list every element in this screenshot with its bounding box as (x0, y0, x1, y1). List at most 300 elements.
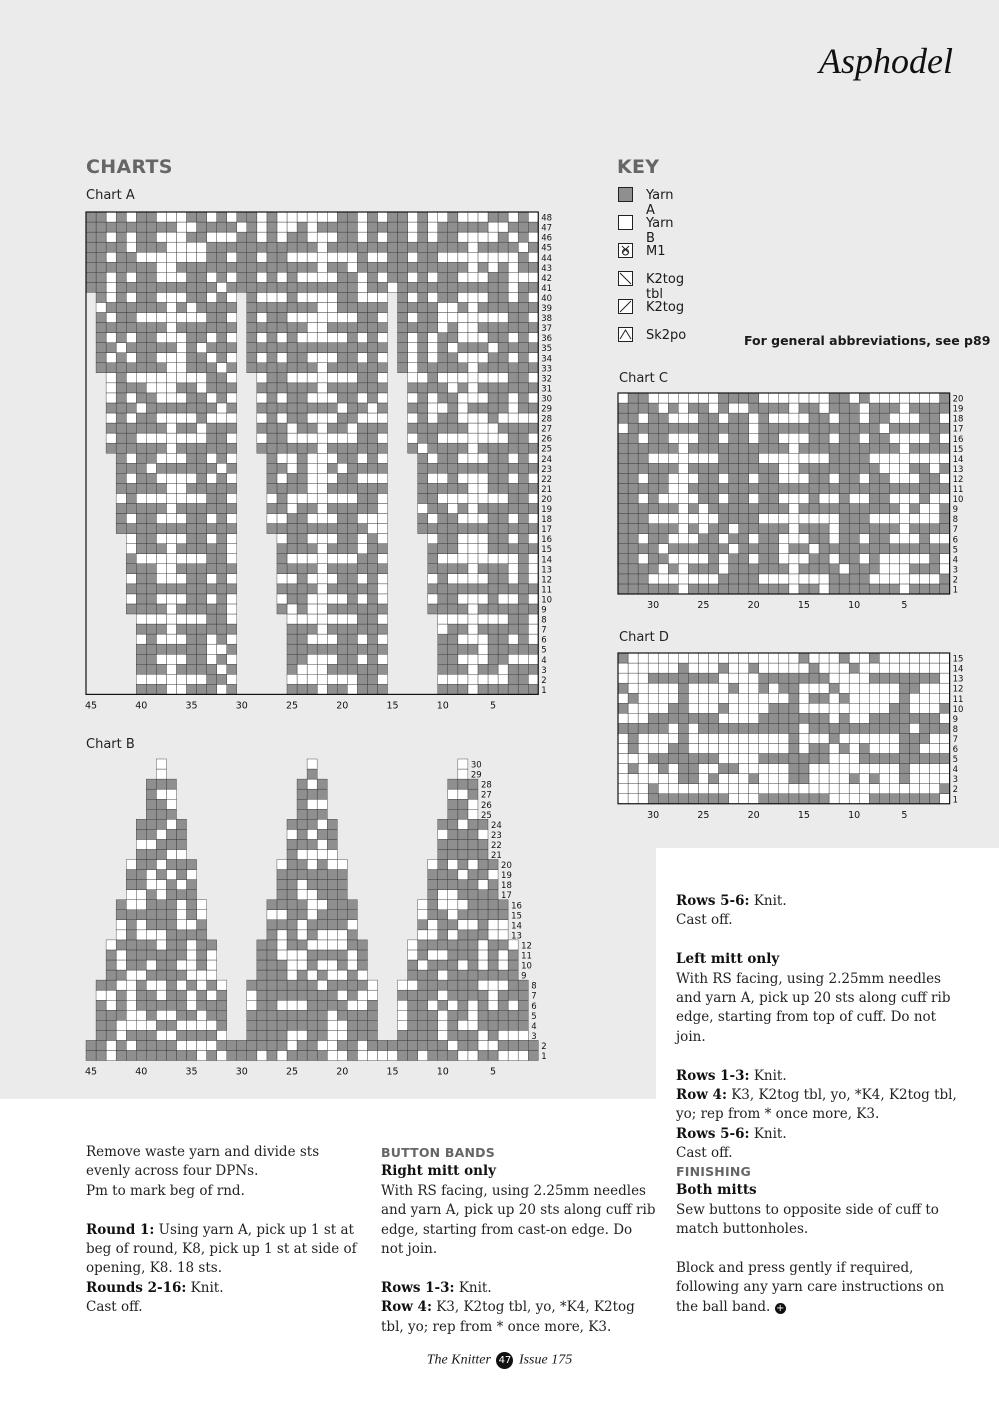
stitch-cell (116, 950, 126, 960)
stitch-cell (156, 769, 166, 779)
stitch-cell (438, 282, 448, 292)
page-title: Asphodel (819, 41, 953, 81)
column-tick-label: 45 (84, 700, 98, 712)
stitch-cell (277, 960, 287, 970)
stitch-cell (227, 433, 237, 443)
stitch-cell (307, 870, 317, 880)
right-mitt-subheading: Right mitt only (381, 1163, 496, 1180)
stitch-cell (488, 880, 498, 890)
stitch-cell (729, 693, 739, 703)
stitch-cell (749, 713, 759, 723)
stitch-cell (678, 713, 688, 723)
stitch-cell (297, 940, 307, 950)
stitch-cell (638, 574, 648, 584)
row-number-label: 13 (952, 674, 964, 685)
stitch-cell (126, 990, 136, 1000)
stitch-cell (116, 232, 126, 242)
stitch-cell (438, 272, 448, 282)
stitch-cell (146, 910, 156, 920)
stitch-cell (789, 554, 799, 564)
stitch-cell (518, 584, 528, 594)
stitch-cell (478, 323, 488, 333)
stitch-cell (297, 980, 307, 990)
stitch-cell (367, 443, 377, 453)
stitch-cell (899, 703, 909, 713)
stitch-cell (889, 574, 899, 584)
stitch-cell (357, 423, 367, 433)
stitch-cell (799, 514, 809, 524)
stitch-cell (337, 343, 347, 353)
stitch-cell (618, 754, 628, 764)
stitch-cell (217, 564, 227, 574)
stitch-cell (749, 794, 759, 804)
stitch-cell (438, 493, 448, 503)
stitch-cell (829, 774, 839, 784)
stitch-cell (317, 574, 327, 584)
stitch-cell (136, 463, 146, 473)
stitch-cell (237, 262, 247, 272)
stitch-cell (889, 784, 899, 794)
stitch-cell (418, 1030, 428, 1040)
stitch-cell (678, 683, 688, 693)
stitch-cell (779, 453, 789, 463)
stitch-cell (277, 564, 287, 574)
stitch-cell (197, 950, 207, 960)
stitch-cell (889, 723, 899, 733)
stitch-cell (468, 282, 478, 292)
stitch-cell (739, 584, 749, 594)
stitch-cell (317, 940, 327, 950)
row-number-label: 30 (470, 760, 482, 771)
stitch-cell (327, 272, 337, 282)
stitch-cell (197, 614, 207, 624)
stitch-cell (408, 242, 418, 252)
stitch-cell (307, 292, 317, 302)
stitch-cell (217, 302, 227, 312)
stitch-cell (678, 494, 688, 504)
stitch-cell (227, 574, 237, 584)
stitch-cell (458, 252, 468, 262)
stitch-cell (688, 433, 698, 443)
stitch-cell (438, 232, 448, 242)
stitch-cell (377, 473, 387, 483)
stitch-cell (257, 242, 267, 252)
stitch-cell (307, 393, 317, 403)
stitch-cell (889, 443, 899, 453)
stitch-cell (307, 302, 317, 312)
stitch-cell (759, 733, 769, 743)
stitch-cell (498, 574, 508, 584)
stitch-cell (789, 683, 799, 693)
stitch-cell (438, 554, 448, 564)
column-tick-label: 25 (697, 809, 710, 821)
stitch-cell (438, 443, 448, 453)
stitch-cell (146, 684, 156, 694)
stitch-cell (287, 1040, 297, 1050)
stitch-cell (257, 413, 267, 423)
stitch-cell (448, 1040, 458, 1050)
stitch-cell (146, 463, 156, 473)
stitch-cell (478, 353, 488, 363)
stitch-cell (729, 494, 739, 504)
stitch-cell (287, 393, 297, 403)
stitch-cell (207, 443, 217, 453)
stitch-cell (468, 463, 478, 473)
row-number-label: 21 (491, 851, 502, 861)
stitch-cell (327, 900, 337, 910)
stitch-cell (357, 473, 367, 483)
stitch-cell (156, 829, 166, 839)
stitch-cell (809, 534, 819, 544)
stitch-cell (668, 703, 678, 713)
stitch-cell (889, 413, 899, 423)
stitch-cell (347, 282, 357, 292)
stitch-cell (468, 383, 478, 393)
stitch-cell (678, 774, 688, 784)
stitch-cell (317, 900, 327, 910)
stitch-cell (920, 584, 930, 594)
stitch-cell (217, 272, 227, 282)
stitch-cell (829, 473, 839, 483)
stitch-cell (648, 554, 658, 564)
stitch-cell (307, 769, 317, 779)
stitch-cell (488, 232, 498, 242)
stitch-cell (297, 890, 307, 900)
stitch-cell (448, 950, 458, 960)
stitch-cell (518, 1040, 528, 1050)
stitch-cell (518, 212, 528, 222)
stitch-cell (508, 242, 518, 252)
stitch-cell (879, 653, 889, 663)
stitch-cell (809, 554, 819, 564)
stitch-cell (448, 614, 458, 624)
stitch-cell (759, 524, 769, 534)
stitch-cell (458, 900, 468, 910)
stitch-cell (187, 433, 197, 443)
stitch-cell (287, 910, 297, 920)
stitch-cell (156, 960, 166, 970)
stitch-cell (287, 990, 297, 1000)
stitch-cell (327, 584, 337, 594)
body-text: Cast off. (676, 1145, 733, 1162)
stitch-cell (468, 302, 478, 312)
stitch-cell (789, 403, 799, 413)
stitch-cell (297, 292, 307, 302)
stitch-cell (357, 684, 367, 694)
stitch-cell (719, 463, 729, 473)
stitch-cell (438, 594, 448, 604)
stitch-cell (277, 503, 287, 513)
stitch-cell (418, 313, 428, 323)
stitch-cell (458, 483, 468, 493)
stitch-cell (428, 1050, 438, 1060)
stitch-cell (307, 584, 317, 594)
stitch-cell (448, 413, 458, 423)
stitch-cell (789, 473, 799, 483)
stitch-cell (317, 849, 327, 859)
stitch-cell (849, 743, 859, 753)
stitch-cell (347, 614, 357, 624)
stitch-cell (488, 860, 498, 870)
stitch-cell (658, 693, 668, 703)
stitch-cell (267, 373, 277, 383)
stitch-cell (930, 554, 940, 564)
stitch-cell (819, 403, 829, 413)
stitch-cell (829, 703, 839, 713)
stitch-cell (518, 604, 528, 614)
stitch-cell (789, 774, 799, 784)
rows-5-6-instruction (676, 892, 958, 911)
stitch-cell (448, 554, 458, 564)
stitch-cell (528, 443, 538, 453)
stitch-cell (518, 614, 528, 624)
stitch-cell (478, 970, 488, 980)
stitch-cell (809, 403, 819, 413)
stitch-cell (337, 664, 347, 674)
stitch-cell (528, 463, 538, 473)
stitch-cell (769, 784, 779, 794)
stitch-cell (207, 624, 217, 634)
stitch-cell (628, 433, 638, 443)
stitch-cell (297, 483, 307, 493)
stitch-cell (729, 673, 739, 683)
stitch-cell (688, 794, 698, 804)
stitch-cell (729, 733, 739, 743)
stitch-cell (267, 292, 277, 302)
stitch-cell (438, 574, 448, 584)
stitch-cell (197, 674, 207, 684)
row-number-label: 15 (541, 545, 553, 556)
stitch-cell (448, 634, 458, 644)
stitch-cell (428, 473, 438, 483)
stitch-cell (418, 990, 428, 1000)
chart-d-label: Chart D (619, 630, 669, 645)
stitch-cell (618, 433, 628, 443)
stitch-cell (849, 534, 859, 544)
stitch-cell (377, 614, 387, 624)
stitch-cell (940, 784, 950, 794)
stitch-cell (267, 930, 277, 940)
stitch-cell (618, 403, 628, 413)
stitch-cell (227, 443, 237, 453)
stitch-cell (176, 493, 186, 503)
stitch-cell (458, 1010, 468, 1020)
stitch-cell (337, 960, 347, 970)
stitch-cell (869, 683, 879, 693)
stitch-cell (126, 524, 136, 534)
stitch-cell (819, 514, 829, 524)
stitch-cell (488, 1020, 498, 1030)
stitch-cell (859, 584, 869, 594)
stitch-cell (388, 212, 398, 222)
stitch-cell (899, 494, 909, 504)
stitch-cell (889, 703, 899, 713)
stitch-cell (839, 483, 849, 493)
stitch-cell (478, 664, 488, 674)
stitch-cell (869, 413, 879, 423)
stitch-cell (458, 890, 468, 900)
stitch-cell (277, 1040, 287, 1050)
row-number-label: 3 (541, 665, 547, 676)
stitch-cell (458, 839, 468, 849)
stitch-cell (287, 473, 297, 483)
stitch-cell (327, 453, 337, 463)
stitch-cell (156, 819, 166, 829)
stitch-cell (126, 323, 136, 333)
stitch-cell (347, 212, 357, 222)
stitch-cell (829, 764, 839, 774)
instruction-text: Knit. (749, 893, 787, 909)
stitch-cell (698, 713, 708, 723)
stitch-cell (116, 1030, 126, 1040)
stitch-cell (920, 453, 930, 463)
stitch-cell (879, 683, 889, 693)
stitch-cell (458, 1020, 468, 1030)
stitch-cell (458, 313, 468, 323)
stitch-cell (307, 564, 317, 574)
stitch-cell (187, 493, 197, 503)
stitch-cell (307, 453, 317, 463)
stitch-cell (909, 423, 919, 433)
stitch-cell (418, 413, 428, 423)
row-number-label: 34 (541, 354, 553, 365)
stitch-cell (187, 343, 197, 353)
stitch-cell (789, 574, 799, 584)
stitch-cell (869, 524, 879, 534)
stitch-cell (418, 262, 428, 272)
stitch-cell (488, 343, 498, 353)
stitch-cell (688, 673, 698, 683)
row-4-instruction (676, 1086, 958, 1125)
stitch-cell (247, 323, 257, 333)
stitch-cell (468, 789, 478, 799)
stitch-cell (458, 674, 468, 684)
stitch-cell (287, 463, 297, 473)
stitch-cell (468, 910, 478, 920)
stitch-cell (438, 503, 448, 513)
stitch-cell (337, 514, 347, 524)
stitch-cell (799, 743, 809, 753)
stitch-cell (398, 212, 408, 222)
stitch-cell (297, 829, 307, 839)
stitch-cell (287, 860, 297, 870)
stitch-cell (257, 212, 267, 222)
stitch-cell (327, 423, 337, 433)
stitch-cell (648, 743, 658, 753)
stitch-cell (377, 232, 387, 242)
stitch-cell (227, 463, 237, 473)
stitch-cell (448, 564, 458, 574)
stitch-cell (488, 980, 498, 990)
stitch-cell (187, 674, 197, 684)
stitch-cell (428, 292, 438, 302)
stitch-cell (337, 594, 347, 604)
stitch-cell (688, 743, 698, 753)
stitch-cell (729, 443, 739, 453)
stitch-cell (337, 990, 347, 1000)
stitch-cell (478, 900, 488, 910)
stitch-cell (187, 634, 197, 644)
stitch-cell (357, 292, 367, 302)
stitch-cell (678, 663, 688, 673)
stitch-cell (809, 784, 819, 794)
stitch-cell (277, 363, 287, 373)
stitch-cell (287, 403, 297, 413)
stitch-cell (468, 493, 478, 503)
stitch-cell (227, 282, 237, 292)
stitch-cell (126, 950, 136, 960)
stitch-cell (347, 272, 357, 282)
stitch-cell (166, 870, 176, 880)
stitch-cell (628, 584, 638, 594)
stitch-cell (247, 302, 257, 312)
stitch-cell (819, 754, 829, 764)
stitch-cell (247, 262, 257, 272)
key-label: K2tog tbl (646, 272, 685, 302)
stitch-cell (126, 594, 136, 604)
stitch-cell (408, 960, 418, 970)
stitch-cell (207, 393, 217, 403)
stitch-cell (528, 413, 538, 423)
stitch-cell (257, 393, 267, 403)
stitch-cell (347, 302, 357, 312)
stitch-cell (869, 403, 879, 413)
key-label: Yarn A (646, 188, 674, 218)
stitch-cell (357, 323, 367, 333)
stitch-cell (257, 282, 267, 292)
stitch-cell (307, 819, 317, 829)
stitch-cell (398, 242, 408, 252)
row-number-label: 6 (952, 535, 959, 546)
stitch-cell (287, 353, 297, 363)
stitch-cell (227, 584, 237, 594)
stitch-cell (106, 950, 116, 960)
stitch-cell (166, 302, 176, 312)
stitch-cell (136, 910, 146, 920)
stitch-cell (498, 1040, 508, 1050)
stitch-cell (156, 654, 166, 664)
stitch-cell (307, 403, 317, 413)
stitch-cell (187, 1020, 197, 1030)
stitch-cell (498, 970, 508, 980)
stitch-cell (909, 393, 919, 403)
stitch-cell (668, 554, 678, 564)
stitch-cell (829, 723, 839, 733)
stitch-cell (879, 534, 889, 544)
stitch-cell (879, 774, 889, 784)
stitch-cell (889, 754, 899, 764)
stitch-cell (96, 990, 106, 1000)
stitch-cell (468, 674, 478, 684)
stitch-cell (327, 940, 337, 950)
stitch-cell (297, 674, 307, 684)
stitch-cell (518, 534, 528, 544)
stitch-cell (418, 282, 428, 292)
stitch-cell (207, 1030, 217, 1040)
stitch-cell (287, 664, 297, 674)
stitch-cell (869, 713, 879, 723)
stitch-cell (166, 664, 176, 674)
stitch-cell (779, 743, 789, 753)
stitch-cell (438, 323, 448, 333)
stitch-cell (678, 784, 688, 794)
stitch-cell (187, 1000, 197, 1010)
stitch-cell (648, 393, 658, 403)
instruction-label: Rows 1-3: (381, 1279, 455, 1296)
stitch-cell (468, 809, 478, 819)
stitch-cell (307, 232, 317, 242)
stitch-cell (478, 594, 488, 604)
